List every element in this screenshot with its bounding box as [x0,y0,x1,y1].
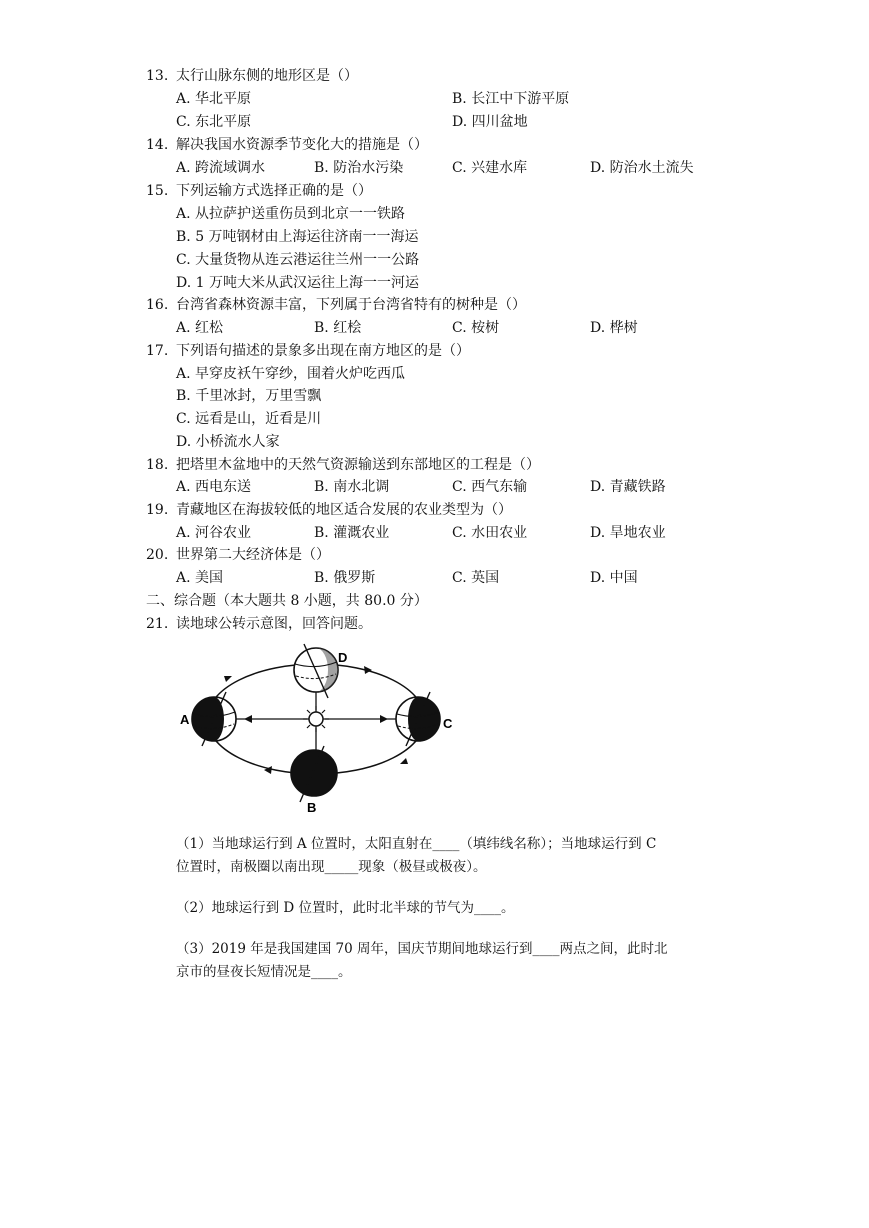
sub-question-3-line-1: （3）2019 年是我国建国 70 周年，国庆节期间地球运行到____两点之间，此时北 [176,941,668,957]
option-d: D. 中国 [590,570,638,586]
option-c: C. 水田农业 [452,525,528,541]
question-number: 19. [146,502,169,518]
option-d: D. 桦树 [590,320,638,336]
option-c: C. 西气东输 [452,479,528,495]
question-number: 18. [146,457,169,473]
section-heading: 二、综合题（本大题共 8 小题，共 80.0 分） [146,593,428,609]
option-d: D. 四川盆地 [452,114,528,130]
option-b: B. 千里冰封，万里雪飘 [176,388,322,404]
sun-icon [303,706,329,732]
arrow-right-icon [380,715,388,723]
sub-question-2: （2）地球运行到 D 位置时，此时北半球的节气为____。 [176,900,515,916]
option-c: C. 大量货物从连云港运往兰州一一公路 [176,252,420,268]
label-d: D [338,650,348,665]
option-a: A. 河谷农业 [176,525,252,541]
question-stem: 台湾省森林资源丰富，下列属于台湾省特有的树种是（） [176,297,526,313]
option-c: C. 东北平原 [176,114,252,130]
option-a: A. 从拉萨护送重伤员到北京一一铁路 [176,206,406,222]
orbit-arrow-icon [364,666,372,674]
orbit-arrow-icon [224,676,232,682]
question-stem: 下列运输方式选择正确的是（） [176,183,372,199]
option-a: A. 跨流域调水 [176,160,266,176]
label-c: C [443,716,453,731]
question-number: 16. [146,297,169,313]
question-number: 21. [146,616,169,632]
option-c: C. 桉树 [452,320,500,336]
question-stem: 把塔里木盆地中的天然气资源输送到东部地区的工程是（） [176,457,540,473]
option-a: A. 红松 [176,320,224,336]
option-b: B. 防治水污染 [314,160,404,176]
sub-question-1-line-2: 位置时，南极圈以南出现_____现象（极昼或极夜）。 [176,859,487,875]
option-b: B. 长江中下游平原 [452,91,570,107]
arrow-left-icon [244,715,252,723]
earth-c [396,692,440,746]
earth-d [294,644,338,698]
option-d: D. 防治水土流失 [590,160,694,176]
question-stem: 下列语句描述的景象多出现在南方地区的是（） [176,343,470,359]
option-d: D. 1 万吨大米从武汉运往上海一一河运 [176,275,419,291]
option-d: D. 青藏铁路 [590,479,666,495]
question-number: 20. [146,547,169,563]
option-b: B. 5 万吨钢材由上海运往济南一一海运 [176,229,419,245]
option-b: B. 灌溉农业 [314,525,390,541]
question-stem: 读地球公转示意图，回答问题。 [176,616,372,632]
question-number: 15. [146,183,169,199]
option-c: C. 兴建水库 [452,160,528,176]
question-stem: 解决我国水资源季节变化大的措施是（） [176,137,428,153]
question-stem: 太行山脉东侧的地形区是（） [176,68,358,84]
earth-revolution-diagram [176,640,476,820]
label-b: B [307,800,317,815]
option-a: A. 早穿皮袄午穿纱，围着火炉吃西瓜 [176,366,406,382]
option-b: B. 南水北调 [314,479,390,495]
earth-a [192,692,236,746]
question-number: 17. [146,343,169,359]
option-c: C. 英国 [452,570,500,586]
orbit-arrow-icon [400,758,408,764]
earth-b [291,746,337,802]
question-number: 14. [146,137,169,153]
label-a: A [180,712,190,727]
question-stem: 世界第二大经济体是（） [176,547,330,563]
sub-question-1-line-1: （1）当地球运行到 A 位置时，太阳直射在____（填纬线名称）；当地球运行到 C [176,836,657,852]
option-b: B. 红桧 [314,320,362,336]
option-d: D. 旱地农业 [590,525,666,541]
sub-question-3-line-2: 京市的昼夜长短情况是____。 [176,964,352,980]
option-a: A. 美国 [176,570,224,586]
option-b: B. 俄罗斯 [314,570,376,586]
question-number: 13. [146,68,169,84]
option-c: C. 远看是山，近看是川 [176,411,322,427]
question-stem: 青藏地区在海拔较低的地区适合发展的农业类型为（） [176,502,512,518]
option-a: A. 西电东送 [176,479,252,495]
option-d: D. 小桥流水人家 [176,434,280,450]
option-a: A. 华北平原 [176,91,252,107]
